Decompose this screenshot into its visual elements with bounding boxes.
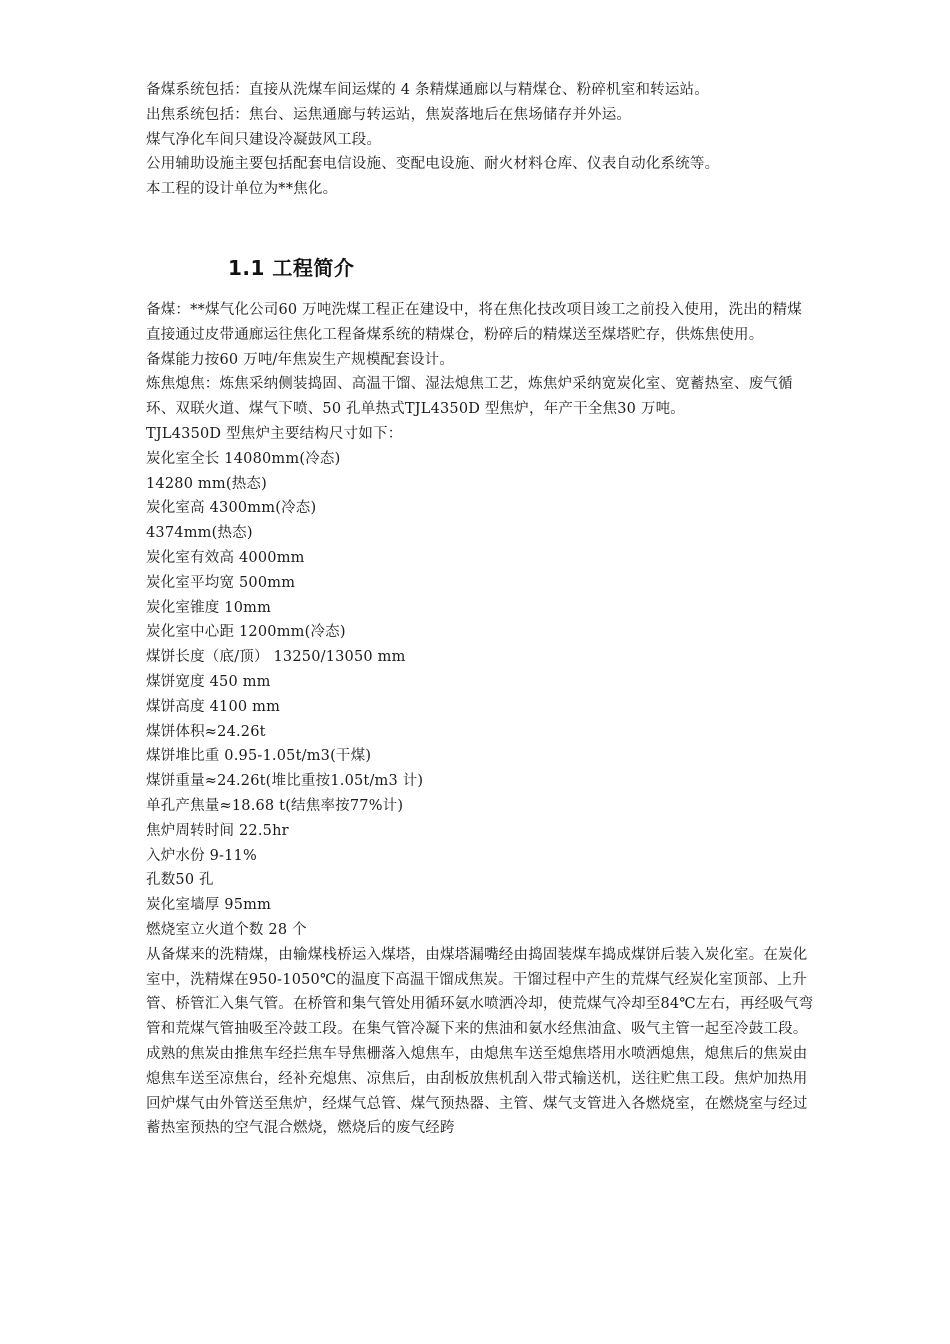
body-paragraph: 成熟的焦炭由推焦车经拦焦车导焦栅落入熄焦车，由熄焦车送至熄焦塔用水喷洒熄焦，熄焦后的焦炭由熄焦车送至凉焦台，经补充熄焦、凉焦后，由刮板放焦机刮入带式输送机，送往贮焦工段。焦炉加热用回炉煤气由外管送至焦炉，经煤气总管、煤气预热器、主管、煤气支管进入各燃烧室，在燃烧室与经过蓄热室预热的空气混合燃烧，燃烧后的废气经跨 [146, 1045, 808, 1137]
spec-line: 炭化室锥度 10mm [146, 599, 272, 616]
spec-line: 焦炉周转时间 22.5hr [146, 822, 289, 839]
body-paragraph: TJL4350D 型焦炉主要结构尺寸如下： [146, 425, 403, 442]
spec-line: 孔数50 孔 [146, 872, 214, 889]
intro-paragraph: 本工程的设计单位为**焦化。 [146, 181, 338, 198]
spec-line: 炭化室高 4300mm(冷态) [146, 500, 317, 517]
spec-line: 14280 mm(热态) [146, 475, 267, 492]
spec-line: 单孔产焦量≈18.68 t(结焦率按77%计) [146, 797, 404, 814]
body-paragraph: 炼焦熄焦：炼焦采纳侧装捣固、高温干馏、湿法熄焦工艺，炼焦炉采纳宽炭化室、宽蓄热室、废气循环、双联火道、煤气下喷、50 孔单热式TJL4350D 型焦炉，年产干全焦30 万吨。 [146, 376, 793, 418]
body-paragraph: 备煤：**煤气化公司60 万吨洗煤工程正在建设中，将在焦化技改项目竣工之前投入使用，洗出的精煤直接通过皮带通廊运往焦化工程备煤系统的精煤仓，粉碎后的精煤送至煤塔贮存，供炼焦使用。 [146, 302, 802, 343]
intro-paragraph: 备煤系统包括：直接从洗煤车间运煤的 4 条精煤通廊以与精煤仓、粉碎机室和转运站。 [146, 82, 709, 98]
body-paragraph: 从备煤来的洗精煤，由输煤栈桥运入煤塔，由煤塔漏嘴经由捣固装煤车捣成煤饼后装入炭化室。在炭化室中，洗精煤在950-1050℃的温度下高温干馏成焦炭。干馏过程中产生的荒煤气经炭化室顶部、上升管、桥管汇入集气管。在桥管和集气管处用循环氨水喷洒冷却，使荒煤气冷却至84℃左右，再经吸气弯管和荒煤气管抽吸至冷鼓工段。在集气管冷凝下来的焦油和氨水经焦油盒、吸气主管一起至冷鼓工段。 [146, 946, 814, 1038]
intro-paragraph: 煤气净化车间只建设冷凝鼓风工段。 [146, 131, 382, 148]
intro-paragraph: 出焦系统包括：焦台、运焦通廊与转运站，焦炭落地后在焦场储存并外运。 [146, 106, 632, 123]
spec-line: 炭化室全长 14080mm(冷态) [146, 450, 341, 467]
spec-line: 4374mm(热态) [146, 525, 253, 542]
spec-line: 煤饼高度 4100 mm [146, 698, 281, 715]
body-section [146, 298, 816, 1141]
spec-line: 煤饼长度（底/顶） 13250/13050 mm [146, 649, 406, 666]
spec-line: 煤饼宽度 450 mm [146, 673, 271, 690]
spec-line: 入炉水份 9-11% [146, 847, 257, 864]
spec-line: 炭化室平均宽 500mm [146, 574, 296, 591]
spec-line: 煤饼堆比重 0.95-1.05t/m3(干煤) [146, 748, 372, 765]
spec-line: 燃烧室立火道个数 28 个 [146, 921, 307, 938]
body-paragraph: 备煤能力按60 万吨/年焦炭生产规模配套设计。 [146, 351, 455, 368]
spec-line: 炭化室墙厚 95mm [146, 897, 272, 914]
spec-line: 炭化室有效高 4000mm [146, 549, 305, 566]
intro-paragraph: 公用辅助设施主要包括配套电信设施、变配电设施、耐火材料仓库、仪表自动化系统等。 [146, 156, 720, 173]
intro-section [146, 78, 816, 202]
section-heading: 1.1 工程简介 [228, 256, 355, 280]
spec-line: 炭化室中心距 1200mm(冷态) [146, 624, 346, 641]
spec-line: 煤饼体积≈24.26t [146, 723, 266, 740]
spec-line: 煤饼重量≈24.26t(堆比重按1.05t/m3 计) [146, 773, 424, 790]
